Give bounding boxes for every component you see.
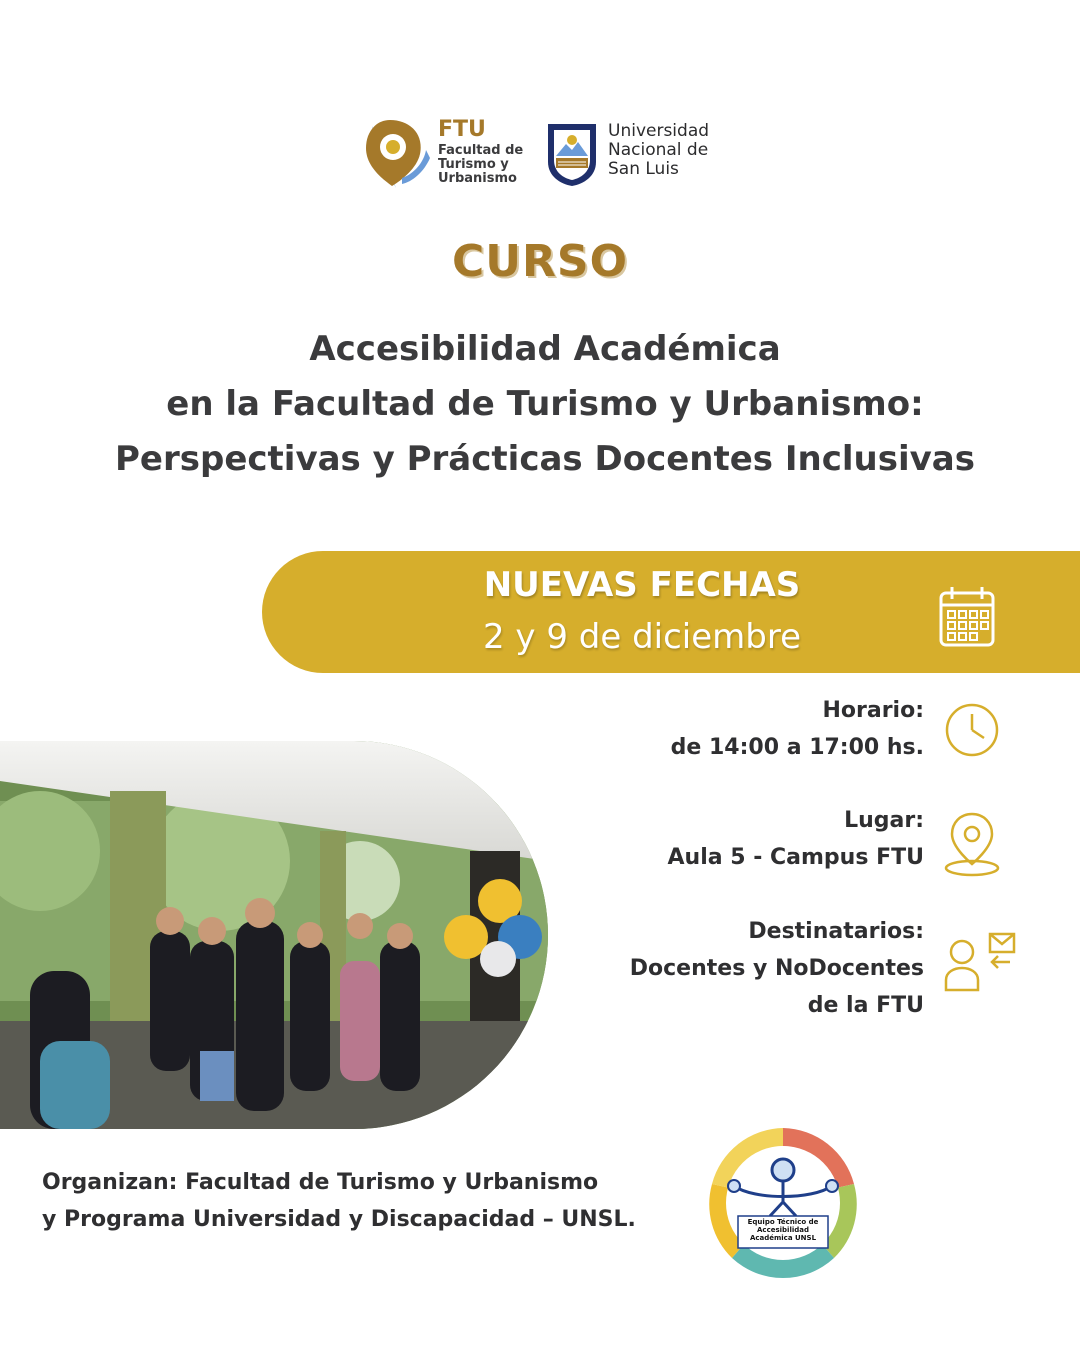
clock-icon [942,700,1002,760]
schedule-label: Horario: [822,698,924,723]
unsl-shield-icon [544,120,600,188]
location-label: Lugar: [844,808,924,833]
location-info [668,802,924,876]
schedule-info [671,692,924,766]
audience-label: Destinatarios: [748,919,924,944]
title-line-1: Accesibilidad Académica [309,329,781,369]
dates-banner [262,551,1080,673]
organizers [42,1164,636,1238]
event-photo [0,741,548,1129]
ftu-pin-logo-icon [362,118,430,188]
organizers-line-2: y Programa Universidad y Discapacidad – UNSL. [42,1207,636,1232]
students-photo-illustration [0,741,548,1129]
banner-dates: 2 y 9 de diciembre [482,617,802,657]
ftu-logo [362,118,532,192]
unsl-name: Universidad Nacional de San Luis [608,121,710,179]
ftu-subtitle: Facultad de Turismo y Urbanismo [438,143,524,186]
title-line-3: Perspectivas y Prácticas Docentes Inclusivas [115,439,975,479]
schedule-value: de 14:00 a 17:00 hs. [670,735,924,760]
title-line-2: en la Facultad de Turismo y Urbanismo: [166,384,924,424]
seal-text: Equipo Técnico de Accesibilidad Académica UNSL [747,1218,819,1242]
location-value: Aula 5 - Campus FTU [667,845,924,870]
ftu-name: FTU [438,117,486,142]
unsl-logo [544,118,734,192]
audience-info [630,913,924,1024]
audience-value-1: Docentes y NoDocentes [629,956,924,981]
person-message-icon [944,930,1018,992]
accessibility-seal-icon [704,1124,862,1282]
accessibility-team-seal [704,1124,862,1282]
calendar-icon [938,585,998,649]
banner-headline: NUEVAS FECHAS [483,565,801,605]
audience-value-2: de la FTU [807,993,924,1018]
course-heading: CURSO [452,236,628,287]
location-pin-icon [942,810,1002,878]
organizers-line-1: Organizan: Facultad de Turismo y Urbanismo [42,1170,599,1195]
course-title [0,322,1080,487]
